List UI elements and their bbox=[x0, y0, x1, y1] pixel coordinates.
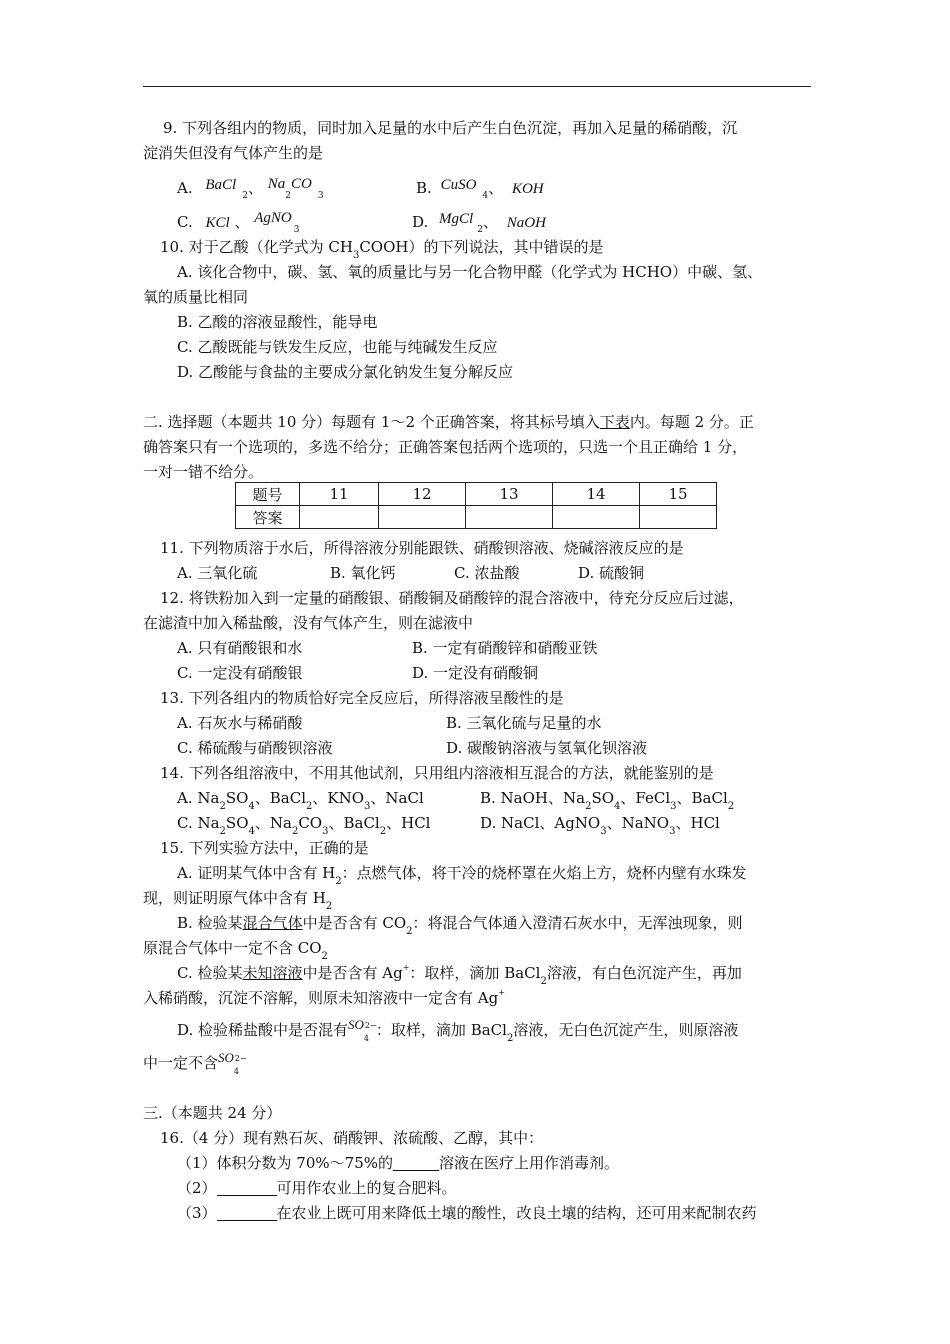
q12-option-a[interactable]: A. 只有硝酸银和水 bbox=[177, 639, 303, 657]
q13-stem: 13. 下列各组内的物质恰好完全反应后，所得溶液呈酸性的是 bbox=[160, 689, 564, 707]
q11-option-b[interactable]: B. 氧化钙 bbox=[330, 564, 396, 582]
q14-option-a[interactable]: A. $Na_2SO_4$、BaCl$_2$、$KNO_3$、NaCl bbox=[177, 789, 424, 812]
answer-cell-14[interactable] bbox=[553, 506, 640, 529]
section2-instructions-line1: 二. 选择题（本题共 10 分）每题有 1～2 个正确答案，将其标号填入下表内。每题 2 分。正 bbox=[143, 413, 754, 431]
q9-option-c[interactable]: C. KCl 、 AgNO$_3$ bbox=[177, 210, 300, 235]
q10-stem: 10. 对于乙酸（化学式为 $CH_3COOH$）的下列说法，其中错误的是 bbox=[160, 238, 604, 261]
q15-option-d[interactable]: D. 检验稀盐酸中是否混有SO 2− 4 ：取样，滴加 BaCl$_2$溶液，无白色沉淀产生，则原溶液 bbox=[177, 1017, 739, 1044]
q9-option-a[interactable]: A. BaCl$_2$、 $Na_2CO_3$ bbox=[177, 176, 324, 201]
q12-option-d[interactable]: D. 一定没有硝酸铜 bbox=[412, 664, 539, 682]
q16-stem: 16.（4 分）现有熟石灰、硝酸钾、浓硫酸、乙醇，其中： bbox=[160, 1129, 544, 1147]
q10-option-a-cont: 氧的质量比相同 bbox=[143, 288, 249, 306]
fill-blank-2[interactable] bbox=[217, 1179, 277, 1196]
q15-option-c[interactable]: C. 检验某未知溶液中是否含有 Ag+：取样，滴加 BaCl$_2$溶液，有白色沉淀产生，再加 bbox=[177, 963, 742, 987]
table-cell-number: 15 bbox=[640, 483, 717, 506]
q15-option-a[interactable]: A. 证明某气体中含有 $H_2$：点燃气体，将干冷的烧杯罩在火焰上方，烧杯内壁有水珠发 bbox=[177, 864, 747, 887]
q15-option-b-cont: 原混合气体中一定不含 $CO_2$ bbox=[143, 939, 328, 962]
q11-stem: 11. 下列物质溶于水后，所得溶液分别能跟铁、硝酸钡溶液、烧碱溶液反应的是 bbox=[160, 539, 684, 557]
answer-cell-12[interactable] bbox=[379, 506, 466, 529]
q13-option-d[interactable]: D. 碳酸钠溶液与氢氧化钡溶液 bbox=[446, 739, 648, 757]
table-cell-number: 13 bbox=[466, 483, 553, 506]
q9-stem-line2: 淀消失但没有气体产生的是 bbox=[143, 144, 324, 162]
answer-cell-11[interactable] bbox=[300, 506, 379, 529]
q11-option-a[interactable]: A. 三氧化硫 bbox=[177, 564, 258, 582]
q15-option-d-cont: 中一定不含SO 2− 4 bbox=[143, 1050, 247, 1076]
header-rule bbox=[143, 86, 811, 87]
q14-option-d[interactable]: D. NaCl、AgNO$_3$、NaNO$_3$、HCl bbox=[480, 814, 720, 837]
table-cell-number: 12 bbox=[379, 483, 466, 506]
q15-stem: 15. 下列实验方法中，正确的是 bbox=[160, 839, 369, 857]
q16-item-2: （2） 可用作农业上的复合肥料。 bbox=[177, 1179, 457, 1197]
table-cell-number: 14 bbox=[553, 483, 640, 506]
q10-option-c[interactable]: C. 乙酸既能与铁发生反应，也能与纯碱发生反应 bbox=[177, 338, 498, 356]
answer-cell-13[interactable] bbox=[466, 506, 553, 529]
q16-item-1: （1）体积分数为 70%～75%的 溶液在医疗上用作消毒剂。 bbox=[177, 1154, 620, 1172]
table-cell-number: 11 bbox=[300, 483, 379, 506]
q12-stem-line1: 12. 将铁粉加入到一定量的硝酸银、硝酸铜及硝酸锌的混合溶液中，待充分反应后过滤， bbox=[160, 589, 744, 607]
q10-option-d[interactable]: D. 乙酸能与食盐的主要成分氯化钠发生复分解反应 bbox=[177, 363, 514, 381]
q16-item-3: （3） 在农业上既可用来降低土壤的酸性，改良土壤的结构，还可用来配制农药 bbox=[177, 1204, 757, 1222]
q11-option-d[interactable]: D. 硫酸铜 bbox=[578, 564, 645, 582]
q9-stem-line1: 9. 下列各组内的物质，同时加入足量的水中后产生白色沉淀，再加入足量的稀硝酸，沉 bbox=[163, 119, 738, 137]
q13-option-a[interactable]: A. 石灰水与稀硝酸 bbox=[177, 714, 303, 732]
fill-blank-1[interactable] bbox=[393, 1154, 439, 1171]
q13-option-c[interactable]: C. 稀硫酸与硝酸钡溶液 bbox=[177, 739, 333, 757]
q14-option-b[interactable]: B. NaOH、$Na_2SO_4$、FeCl$_3$、BaCl$_2$ bbox=[480, 789, 735, 812]
q13-option-b[interactable]: B. 三氧化硫与足量的水 bbox=[446, 714, 602, 732]
table-head-answer: 答案 bbox=[236, 506, 300, 529]
q14-option-c[interactable]: C. $Na_2SO_4$、$Na_2CO_3$、BaCl$_2$、HCl bbox=[177, 814, 431, 837]
fill-blank-3[interactable] bbox=[217, 1204, 277, 1221]
q9-option-b[interactable]: B. CuSO$_4$、 KOH bbox=[416, 177, 544, 201]
table-row bbox=[236, 506, 717, 529]
q15-option-b[interactable]: B. 检验某混合气体中是否含有 $CO_2$：将混合气体通入澄清石灰水中，无浑浊现象，则 bbox=[177, 914, 743, 937]
q15-option-a-cont: 现，则证明原气体中含有 $H_2$ bbox=[143, 889, 333, 912]
q12-option-b[interactable]: B. 一定有硝酸锌和硝酸亚铁 bbox=[412, 639, 598, 657]
answer-cell-15[interactable] bbox=[640, 506, 717, 529]
table-row bbox=[236, 483, 717, 506]
q12-stem-line2: 在滤渣中加入稀盐酸，没有气体产生，则在滤液中 bbox=[143, 614, 474, 632]
q11-option-c[interactable]: C. 浓盐酸 bbox=[454, 564, 520, 582]
q9-option-d[interactable]: D. MgCl$_2$、 NaOH bbox=[412, 211, 546, 235]
q14-stem: 14. 下列各组溶液中，不用其他试剂，只用组内溶液相互混合的方法，就能鉴别的是 bbox=[160, 764, 714, 782]
section2-instructions-line3: 一对一错不给分。 bbox=[143, 463, 264, 481]
section2-instructions-line2: 确答案只有一个选项的，多选不给分；正确答案包括两个选项的，只选一个且正确给 1 分， bbox=[143, 438, 748, 456]
section3-title: 三.（本题共 24 分） bbox=[143, 1104, 282, 1122]
q10-option-a[interactable]: A. 该化合物中，碳、氢、氧的质量比与另一化合物甲醛（化学式为 HCHO）中碳、氢、 bbox=[177, 263, 763, 281]
answer-table bbox=[235, 482, 717, 529]
table-head-number: 题号 bbox=[236, 483, 300, 506]
q15-option-c-cont: 入稀硝酸，沉淀不溶解，则原未知溶液中一定含有 Ag+ bbox=[143, 988, 505, 1007]
q10-option-b[interactable]: B. 乙酸的溶液显酸性，能导电 bbox=[177, 313, 378, 331]
q12-option-c[interactable]: C. 一定没有硝酸银 bbox=[177, 664, 303, 682]
